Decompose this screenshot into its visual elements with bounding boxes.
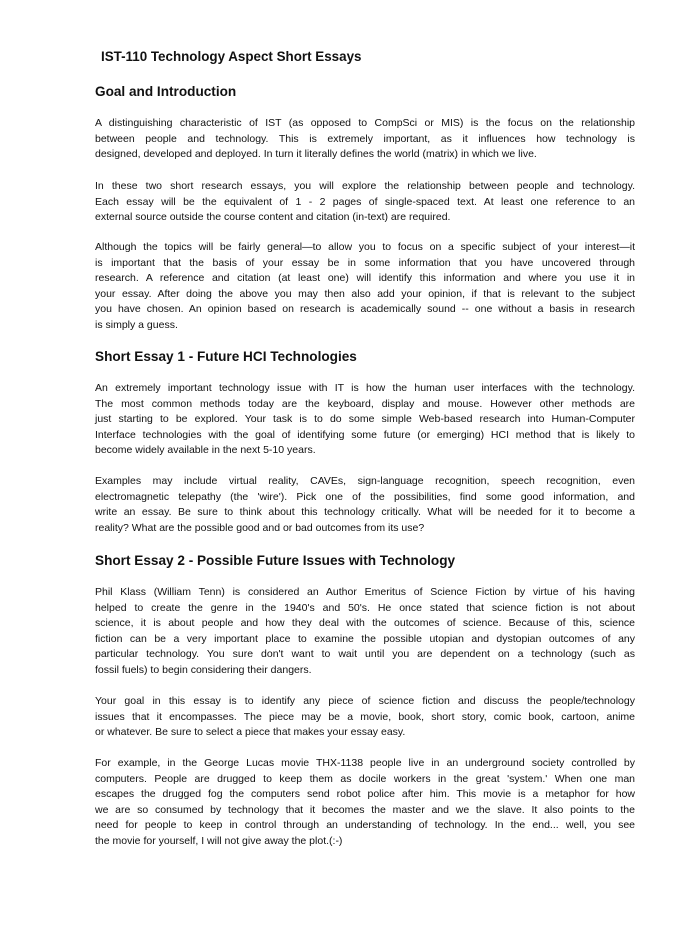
essay1-paragraph-1 <box>95 381 635 459</box>
text-line: reality? What are the possible good and or bad outcomes from its use? <box>95 521 425 534</box>
text-line: your essay. After doing the above you may then also add your opinion, if that is relevant to the subject <box>95 287 635 300</box>
document-title: IST-110 Technology Aspect Short Essays <box>101 49 362 64</box>
text-line: computers. People are drugged to keep them as docile workers in the great 'system.' When one man <box>95 772 635 785</box>
text-line: or whatever. Be sure to select a piece that makes your essay easy. <box>95 726 406 739</box>
text-line: A distinguishing characteristic of IST (as opposed to CompSci or MIS) is the focus on the relationship <box>95 117 635 129</box>
text-line: escapes the drugged fog the computers send robot police after him. This movie is a metaphor for how <box>95 788 635 801</box>
text-line: designed, developed and deployed. In turn it literally defines the world (matrix) in which we live. <box>95 148 537 161</box>
text-line: we are so consumed by technology that it becomes the master and we the slave. It also points to the <box>95 803 635 816</box>
text-line: Although the topics will be fairly general—to allow you to focus on a specific subject of your interest—it <box>95 241 635 253</box>
text-line: is important that the basis of your essay be in some information that you have uncovered through <box>95 256 635 269</box>
text-line: science, it is about people and how they deal with the outcomes of science. Because of this, science <box>95 617 635 630</box>
intro-paragraph-3 <box>95 240 635 334</box>
text-line: fossil fuels) to begin considering their dangers. <box>95 663 312 676</box>
text-line: An extremely important technology issue with IT is how the human user interfaces with the technology. <box>95 382 635 394</box>
text-line: Your goal in this essay is to identify any piece of science fiction and discuss the people/technology <box>95 695 635 707</box>
section-heading-intro: Goal and Introduction <box>95 84 237 99</box>
essay1-paragraph-2 <box>95 474 635 536</box>
text-line: research. A reference and citation (at least one) will identify this information and where you use it in <box>95 272 635 285</box>
text-line: between people and technology. This is extremely important, as it influences how technology is <box>95 132 635 145</box>
text-line: external source outside the course content and citation (in-text) are required. <box>95 211 451 224</box>
text-line: Interface technologies with the goal of identifying some future (or emerging) HCI method that is likely to <box>95 428 635 441</box>
text-line: the movie for yourself, I will not give away the plot.(:-) <box>95 834 343 847</box>
essay2-paragraph-1 <box>95 585 635 679</box>
essay2-paragraph-3 <box>95 756 635 850</box>
text-line: helped to create the genre in the 1940's and 50's. He once stated that science fiction is not about <box>95 601 635 614</box>
intro-paragraph-1 <box>95 116 635 163</box>
text-line: The most common methods today are the keyboard, display and mouse. However other methods are <box>95 397 635 410</box>
section-heading-essay2: Short Essay 2 - Possible Future Issues with Technology <box>95 553 456 568</box>
text-line: fiction can be a very important place to examine the possible utopian and dystopian outcomes of any <box>95 632 635 645</box>
text-line: is simply a guess. <box>95 318 178 331</box>
text-line: For example, in the George Lucas movie THX-1138 people live in an underground society controlled by <box>95 757 635 769</box>
text-line: electromagnetic telepathy (the 'wire'). Pick one of the possibilities, find some good information, and <box>95 490 635 503</box>
text-line: Phil Klass (William Tenn) is considered an Author Emeritus of Science Fiction by virtue of his having <box>95 586 635 598</box>
text-line: just starting to be explored. Your task is to do some simple Web-based research into Human-Computer <box>95 413 635 426</box>
text-line: particular technology. You sure don't want to wait until you are dependent on a technology (such as <box>95 648 635 661</box>
section-heading-essay1: Short Essay 1 - Future HCI Technologies <box>95 349 357 364</box>
text-line: you have chosen. An opinion based on research is academically sound -- one without a basis in research <box>95 303 635 316</box>
text-line: Each essay will be the equivalent of 1 - 2 pages of single-spaced text. At least one reference to an <box>95 195 635 208</box>
text-line: issues that it encompasses. The piece may be a movie, book, short story, comic book, cartoon, anime <box>95 710 635 723</box>
text-line: need for people to keep in control through an understanding of technology. In the end... well, you see <box>95 819 635 832</box>
text-line: In these two short research essays, you will explore the relationship between people and technology. <box>95 180 635 192</box>
intro-paragraph-2 <box>95 179 635 226</box>
text-line: write an essay. Be sure to think about this technology critically. What will be needed for it to become a <box>95 506 635 519</box>
text-line: become widely available in the next 5-10 years. <box>95 444 316 457</box>
text-line: Examples may include virtual reality, CAVEs, sign-language recognition, speech recognition, even <box>95 475 635 487</box>
essay2-paragraph-2 <box>95 694 635 741</box>
